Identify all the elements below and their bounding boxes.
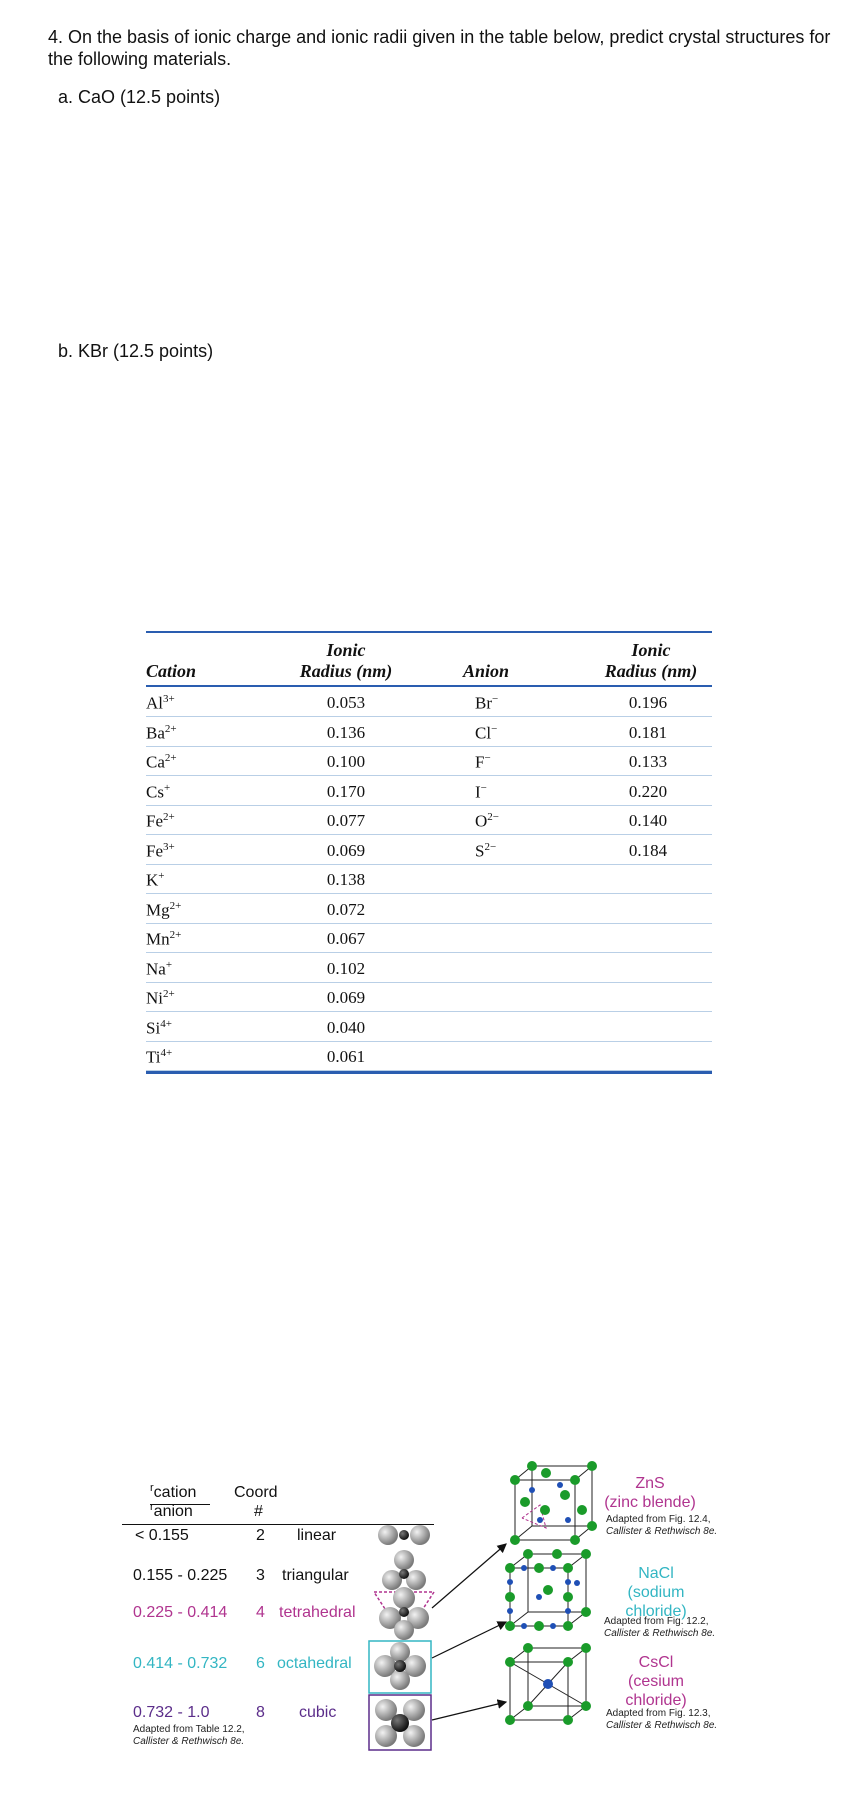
range-row-5: 0.732 - 1.0 [133,1704,210,1721]
cation-radius-cell: 0.069 [326,988,366,1007]
coord-header-2: # [254,1503,263,1520]
range-row-1: < 0.155 [135,1527,189,1544]
cation-radius-cell: 0.040 [326,1017,366,1037]
header-anion: Anion [463,661,510,681]
table-row [146,923,712,953]
cation-cell: $Ti^{4+}$ [146,1047,173,1067]
zns-label: ZnS (zinc blende) [604,1475,696,1511]
geometry-row-5: cubic [299,1704,337,1721]
coord-row-4: 6 [256,1655,265,1672]
cscl-label: CsCl (cesium chloride) [625,1654,687,1709]
triangular-cluster-icon [382,1550,426,1590]
anion-cell: $O^{2-}$ [475,811,499,831]
table-row [146,1041,712,1071]
cation-cell: $Ba^{2+}$ [146,722,177,743]
cation-radius-cell: 0.072 [326,899,366,919]
table-row [146,746,712,776]
cation-radius-cell: 0.069 [326,840,366,860]
coord-row-3: 4 [256,1604,265,1621]
header-cation: Cation [146,661,197,681]
octahedral-cluster-icon [369,1641,431,1693]
range-row-4: 0.414 - 0.732 [133,1655,228,1672]
cation-radius-cell: 0.102 [326,958,366,978]
part-a-label: a. CaO (12.5 points) [58,87,221,107]
anion-cell: Cl− [475,722,498,743]
anion-cell: F− [475,752,491,772]
cation-cell: $Al^{3+}$ [146,693,175,713]
table-source: Adapted from Table 12.2, Callister & Rethwisch 8e. [133,1724,245,1747]
anion-radius-cell: 0.196 [628,693,668,712]
radius-ratio-figure [0,1440,861,1780]
table-row [146,894,712,924]
linear-cluster-icon [378,1525,430,1545]
coordination-illustrations [360,1440,620,1760]
geometry-row-1: linear [297,1527,337,1544]
arrow-cubic [432,1702,506,1720]
cation-cell: $Mn^{2+}$ [146,929,182,949]
cation-cell: $Ca^{2+}$ [146,752,177,772]
header-cation-radius [266,640,426,682]
range-row-2: 0.155 - 0.225 [133,1567,228,1584]
cation-cell: Cs+ [146,781,171,802]
anion-cell: Br− [475,693,499,713]
table-row [146,835,712,865]
cation-cell: $Si^{4+}$ [146,1017,172,1038]
coord-row-5: 8 [256,1704,265,1721]
cscl-source: Adapted from Fig. 12.3, Callister & Rethwisch 8e. [606,1708,718,1731]
table-row [146,1012,712,1042]
nacl-label: NaCl (sodium chloride) [625,1565,687,1620]
question-text: 4. On the basis of ionic charge and ionic radii given in the table below, predict crystal structures for the following materials. [48,27,831,69]
anion-radius-cell: 0.181 [628,722,668,742]
part-b-label: b. KBr (12.5 points) [58,341,214,361]
header-cation-radius-line2: Radius (nm) [299,661,393,681]
header-anion-radius-line1: Ionic [631,640,671,660]
ratio-denominator: $^r$anion [150,1501,193,1520]
range-row-3: 0.225 - 0.414 [133,1604,228,1621]
anion-radius-cell: 0.133 [628,752,668,771]
table-bottom-rule [146,1071,712,1074]
table-row [146,805,712,835]
cation-radius-cell: 0.053 [326,693,366,712]
geometry-row-3: tetrahedral [279,1604,356,1621]
cation-cell: $Ni^{2+}$ [146,988,175,1008]
anion-radius-cell: 0.140 [628,811,668,830]
cation-radius-cell: 0.100 [326,752,366,771]
cation-cell: K+ [146,870,165,890]
arrow-octahedral [432,1622,506,1658]
header-cation-radius-line1: Ionic [326,640,366,660]
anion-cell: $S^{2-}$ [475,840,497,861]
table-row [146,982,712,1012]
table-row [146,776,712,806]
cation-radius-cell: 0.138 [326,870,366,889]
coord-header-1: Coord [234,1484,278,1501]
table-row [146,864,712,894]
table-row [146,953,712,983]
table-top-rule [146,631,712,633]
table-row [146,717,712,747]
header-anion-radius [586,640,716,682]
cation-radius-cell: 0.136 [326,722,366,742]
anion-radius-cell: 0.220 [628,781,668,801]
tetrahedral-cluster-icon [374,1587,434,1640]
cation-radius-cell: 0.061 [326,1047,366,1066]
nacl-source: Adapted from Fig. 12.2, Callister & Rethwisch 8e. [604,1616,716,1639]
cation-cell: Na+ [146,958,173,979]
geometry-row-2: triangular [282,1567,349,1584]
anion-radius-cell: 0.184 [628,840,668,860]
header-anion-radius-line2: Radius (nm) [604,661,698,681]
cation-cell: $Fe^{3+}$ [146,840,175,861]
anion-cell: I− [475,781,487,802]
geometry-row-4: octahedral [277,1655,352,1672]
cation-cell: $Fe^{2+}$ [146,811,175,831]
table-row [146,687,712,717]
coord-row-1: 2 [256,1527,265,1544]
zns-source: Adapted from Fig. 12.4, Callister & Rethwisch 8e. [606,1514,718,1537]
cation-radius-cell: 0.067 [326,929,366,948]
arrow-tetrahedral [432,1544,506,1608]
cation-radius-cell: 0.170 [326,781,366,801]
cubic-cluster-icon [369,1695,431,1750]
cation-radius-cell: 0.077 [326,811,366,830]
coord-row-2: 3 [256,1567,265,1584]
cation-cell: $Mg^{2+}$ [146,899,182,920]
ratio-numerator: $^r$cation [150,1482,197,1501]
